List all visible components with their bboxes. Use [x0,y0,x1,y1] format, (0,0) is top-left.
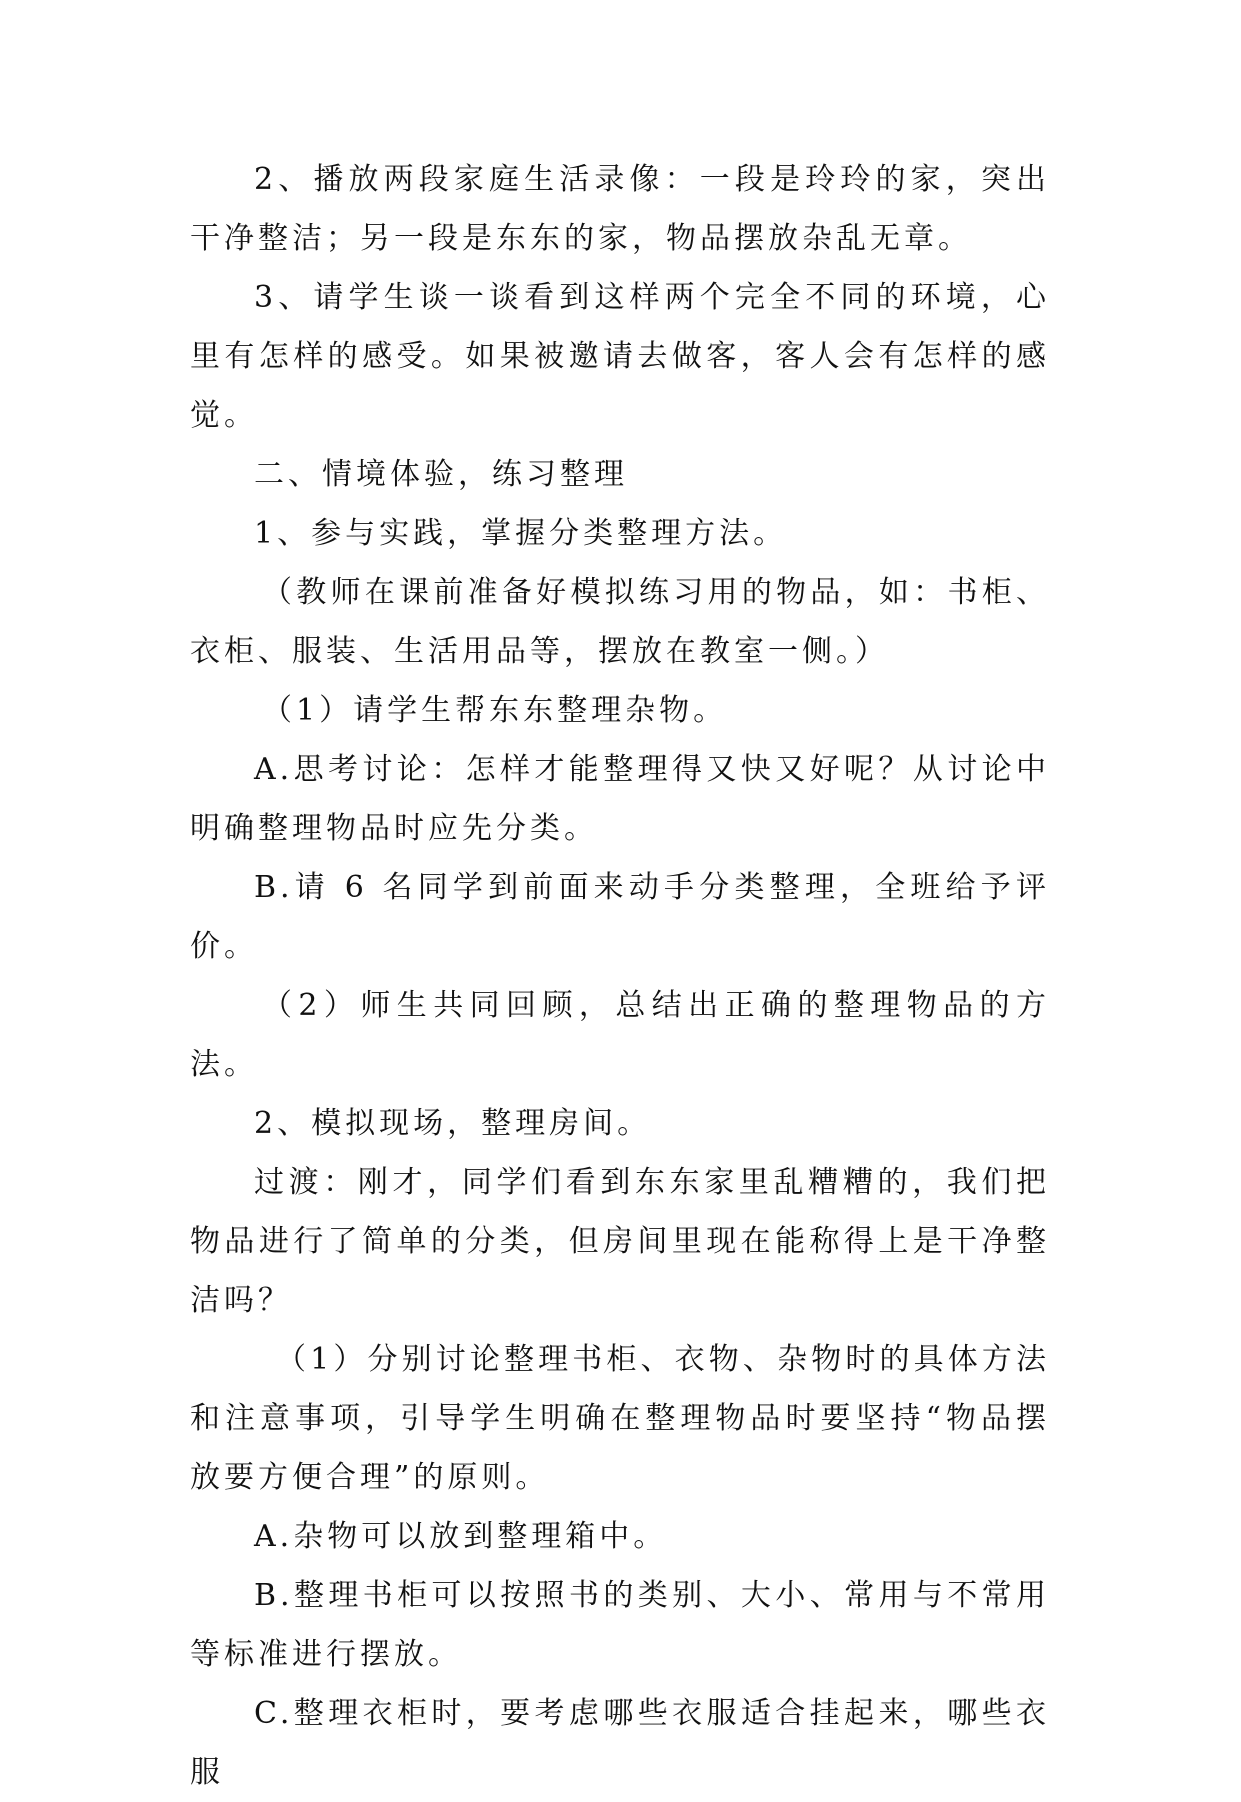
paragraph: （教师在课前准备好模拟练习用的物品，如：书柜、衣柜、服装、生活用品等，摆放在教室一侧。） [190,575,1050,669]
paragraph: （2）师生共同回顾，总结出正确的整理物品的方法。 [190,988,1050,1082]
section-heading: 二、情境体验，练习整理 [254,457,628,492]
paragraph: （1）请学生帮东东整理杂物。 [262,693,728,728]
paragraph: C.整理衣柜时，要考虑哪些衣服适合挂起来，哪些衣服 [190,1696,1050,1790]
paragraph: （1）分别讨论整理书柜、衣物、杂物时的具体方法和注意事项，引导学生明确在整理物品时要坚持“物品摆放要方便合理”的原则。 [190,1342,1050,1495]
paragraph: A.思考讨论：怎样才能整理得又快又好呢？从讨论中明确整理物品时应先分类。 [190,752,1050,846]
paragraph: 过渡：刚才，同学们看到东东家里乱糟糟的，我们把物品进行了简单的分类，但房间里现在能称得上是干净整洁吗？ [190,1165,1050,1318]
paragraph: 1、参与实践，掌握分类整理方法。 [254,516,788,551]
paragraph: 3、请学生谈一谈看到这样两个完全不同的环境，心里有怎样的感受。如果被邀请去做客，客人会有怎样的感觉。 [190,280,1050,433]
paragraph: A.杂物可以放到整理箱中。 [254,1519,668,1554]
paragraph: 2、播放两段家庭生活录像：一段是玲玲的家，突出干净整洁；另一段是东东的家，物品摆放杂乱无章。 [190,162,1050,256]
document-page [190,150,1050,1802]
paragraph: 2、模拟现场，整理房间。 [254,1106,652,1141]
paragraph: B.整理书柜可以按照书的类别、大小、常用与不常用等标准进行摆放。 [190,1578,1050,1672]
paragraph: B.请 6 名同学到前面来动手分类整理，全班给予评价。 [190,870,1050,964]
